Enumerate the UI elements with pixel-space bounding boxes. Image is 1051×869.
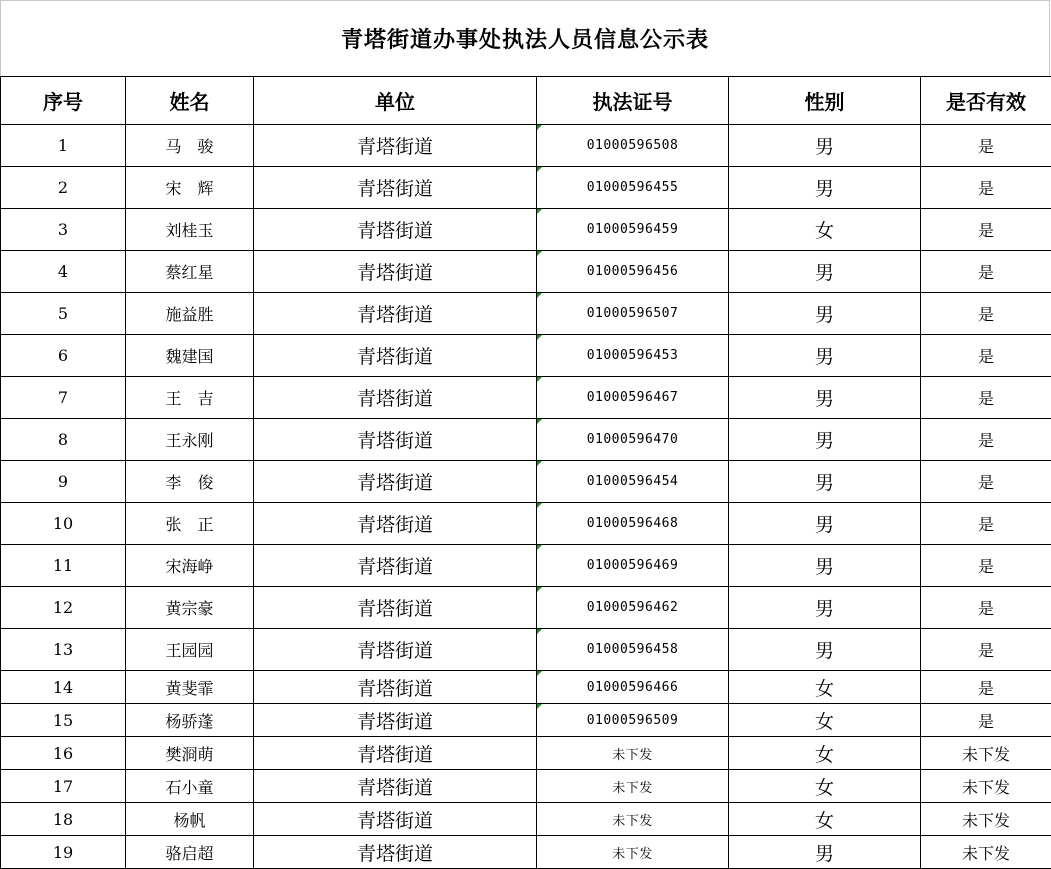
table-row [1, 671, 1051, 704]
cell-name[interactable]: 马 骏 [126, 125, 254, 167]
cell-index[interactable]: 8 [1, 419, 126, 461]
cell-valid[interactable]: 是 [921, 335, 1051, 377]
cell-name[interactable]: 魏建国 [126, 335, 254, 377]
cell-valid[interactable]: 是 [921, 545, 1051, 587]
cell-unit[interactable]: 青塔街道 [254, 419, 537, 461]
cell-gender[interactable]: 男 [729, 335, 921, 377]
table-row [1, 629, 1051, 671]
cell-valid[interactable]: 是 [921, 251, 1051, 293]
cell-cert[interactable]: 01000596459 [537, 209, 729, 251]
header-unit[interactable]: 单位 [254, 77, 537, 125]
cell-name[interactable]: 黄斐霏 [126, 671, 254, 704]
cell-unit[interactable]: 青塔街道 [254, 377, 537, 419]
cell-valid[interactable]: 是 [921, 629, 1051, 671]
cell-valid[interactable]: 未下发 [921, 770, 1051, 803]
cell-cert[interactable]: 01000596507 [537, 293, 729, 335]
table-row [1, 770, 1051, 803]
cell-index[interactable]: 14 [1, 671, 126, 704]
cell-index[interactable]: 12 [1, 587, 126, 629]
cell-index[interactable]: 3 [1, 209, 126, 251]
cell-index[interactable]: 6 [1, 335, 126, 377]
cell-valid[interactable]: 是 [921, 167, 1051, 209]
header-gender[interactable]: 性别 [729, 77, 921, 125]
cell-unit[interactable]: 青塔街道 [254, 503, 537, 545]
cell-unit[interactable]: 青塔街道 [254, 587, 537, 629]
cell-valid[interactable]: 是 [921, 704, 1051, 737]
cell-index[interactable]: 5 [1, 293, 126, 335]
cell-cert[interactable]: 01000596468 [537, 503, 729, 545]
cell-name[interactable]: 李 俊 [126, 461, 254, 503]
cell-name[interactable]: 蔡红星 [126, 251, 254, 293]
cell-unit[interactable]: 青塔街道 [254, 461, 537, 503]
cell-valid[interactable]: 未下发 [921, 803, 1051, 836]
cell-gender[interactable]: 男 [729, 125, 921, 167]
cell-unit[interactable]: 青塔街道 [254, 251, 537, 293]
table-row [1, 377, 1051, 419]
cell-index[interactable]: 7 [1, 377, 126, 419]
cell-valid[interactable]: 是 [921, 587, 1051, 629]
cell-name[interactable]: 杨帆 [126, 803, 254, 836]
header-index[interactable]: 序号 [1, 77, 126, 125]
cell-index[interactable]: 15 [1, 704, 126, 737]
cell-cert[interactable]: 未下发 [537, 836, 729, 869]
cell-cert[interactable]: 未下发 [537, 770, 729, 803]
table-row [1, 545, 1051, 587]
cell-valid[interactable]: 未下发 [921, 737, 1051, 770]
cell-cert[interactable]: 01000596453 [537, 335, 729, 377]
header-row [1, 77, 1051, 125]
personnel-table [0, 76, 1051, 869]
cell-unit[interactable]: 青塔街道 [254, 671, 537, 704]
cell-gender[interactable]: 女 [729, 737, 921, 770]
cell-cert[interactable]: 01000596456 [537, 251, 729, 293]
cell-valid[interactable]: 是 [921, 293, 1051, 335]
cell-cert[interactable]: 01000596462 [537, 587, 729, 629]
cell-cert[interactable]: 未下发 [537, 803, 729, 836]
cell-valid[interactable]: 是 [921, 125, 1051, 167]
table-row [1, 461, 1051, 503]
cell-name[interactable]: 黄宗豪 [126, 587, 254, 629]
cell-cert[interactable]: 01000596454 [537, 461, 729, 503]
cell-gender[interactable]: 女 [729, 803, 921, 836]
table-row [1, 335, 1051, 377]
cell-name[interactable]: 王园园 [126, 629, 254, 671]
header-valid[interactable]: 是否有效 [921, 77, 1051, 125]
cell-unit[interactable]: 青塔街道 [254, 704, 537, 737]
cell-cert[interactable]: 01000596466 [537, 671, 729, 704]
cell-index[interactable]: 1 [1, 125, 126, 167]
table-row [1, 209, 1051, 251]
cell-name[interactable]: 樊浻萌 [126, 737, 254, 770]
cell-index[interactable]: 19 [1, 836, 126, 869]
cell-gender[interactable]: 男 [729, 377, 921, 419]
table-row [1, 167, 1051, 209]
cell-gender[interactable]: 男 [729, 836, 921, 869]
table-row [1, 293, 1051, 335]
cell-unit[interactable]: 青塔街道 [254, 167, 537, 209]
cell-cert[interactable]: 01000596508 [537, 125, 729, 167]
cell-gender[interactable]: 女 [729, 209, 921, 251]
cell-index[interactable]: 17 [1, 770, 126, 803]
header-cert[interactable]: 执法证号 [537, 77, 729, 125]
cell-index[interactable]: 9 [1, 461, 126, 503]
cell-cert[interactable]: 01000596458 [537, 629, 729, 671]
cell-index[interactable]: 11 [1, 545, 126, 587]
cell-valid[interactable]: 是 [921, 209, 1051, 251]
cell-gender[interactable]: 女 [729, 770, 921, 803]
cell-name[interactable]: 骆启超 [126, 836, 254, 869]
cell-index[interactable]: 16 [1, 737, 126, 770]
cell-name[interactable]: 张 正 [126, 503, 254, 545]
cell-cert[interactable]: 01000596469 [537, 545, 729, 587]
cell-cert[interactable]: 未下发 [537, 737, 729, 770]
cell-unit[interactable]: 青塔街道 [254, 209, 537, 251]
cell-index[interactable]: 18 [1, 803, 126, 836]
cell-name[interactable]: 宋 辉 [126, 167, 254, 209]
cell-gender[interactable]: 女 [729, 671, 921, 704]
cell-gender[interactable]: 女 [729, 704, 921, 737]
cell-valid[interactable]: 是 [921, 503, 1051, 545]
table-row [1, 737, 1051, 770]
cell-valid[interactable]: 是 [921, 419, 1051, 461]
title-cell[interactable] [0, 0, 1050, 76]
cell-gender[interactable]: 男 [729, 503, 921, 545]
cell-index[interactable]: 10 [1, 503, 126, 545]
cell-name[interactable]: 杨骄蓬 [126, 704, 254, 737]
cell-valid[interactable]: 是 [921, 377, 1051, 419]
table-row [1, 704, 1051, 737]
cell-unit[interactable]: 青塔街道 [254, 335, 537, 377]
cell-name[interactable]: 施益胜 [126, 293, 254, 335]
cell-gender[interactable]: 男 [729, 167, 921, 209]
table-title: 青塔街道办事处执法人员信息公示表 [340, 28, 709, 53]
cell-cert[interactable]: 01000596467 [537, 377, 729, 419]
cell-gender[interactable]: 男 [729, 419, 921, 461]
cell-unit[interactable]: 青塔街道 [254, 293, 537, 335]
cell-cert[interactable]: 01000596509 [537, 704, 729, 737]
cell-gender[interactable]: 男 [729, 251, 921, 293]
cell-gender[interactable]: 男 [729, 293, 921, 335]
cell-valid[interactable]: 是 [921, 671, 1051, 704]
table-row [1, 587, 1051, 629]
cell-name[interactable]: 宋海峥 [126, 545, 254, 587]
cell-valid[interactable]: 未下发 [921, 836, 1051, 869]
cell-unit[interactable]: 青塔街道 [254, 629, 537, 671]
cell-name[interactable]: 石小童 [126, 770, 254, 803]
table-row [1, 251, 1051, 293]
cell-unit[interactable]: 青塔街道 [254, 125, 537, 167]
cell-unit[interactable]: 青塔街道 [254, 545, 537, 587]
cell-valid[interactable]: 是 [921, 461, 1051, 503]
cell-gender[interactable]: 男 [729, 629, 921, 671]
cell-unit[interactable]: 青塔街道 [254, 770, 537, 803]
header-name[interactable]: 姓名 [126, 77, 254, 125]
cell-gender[interactable]: 男 [729, 587, 921, 629]
table-row [1, 803, 1051, 836]
table-row [1, 503, 1051, 545]
cell-name[interactable]: 王永刚 [126, 419, 254, 461]
cell-cert[interactable]: 01000596470 [537, 419, 729, 461]
table-row [1, 836, 1051, 869]
table-row [1, 125, 1051, 167]
cell-name[interactable]: 王 吉 [126, 377, 254, 419]
cell-gender[interactable]: 男 [729, 461, 921, 503]
cell-unit[interactable]: 青塔街道 [254, 803, 537, 836]
cell-unit[interactable]: 青塔街道 [254, 836, 537, 869]
cell-gender[interactable]: 男 [729, 545, 921, 587]
cell-cert[interactable]: 01000596455 [537, 167, 729, 209]
cell-index[interactable]: 13 [1, 629, 126, 671]
cell-index[interactable]: 4 [1, 251, 126, 293]
cell-index[interactable]: 2 [1, 167, 126, 209]
cell-unit[interactable]: 青塔街道 [254, 737, 537, 770]
table-row [1, 419, 1051, 461]
cell-name[interactable]: 刘桂玉 [126, 209, 254, 251]
